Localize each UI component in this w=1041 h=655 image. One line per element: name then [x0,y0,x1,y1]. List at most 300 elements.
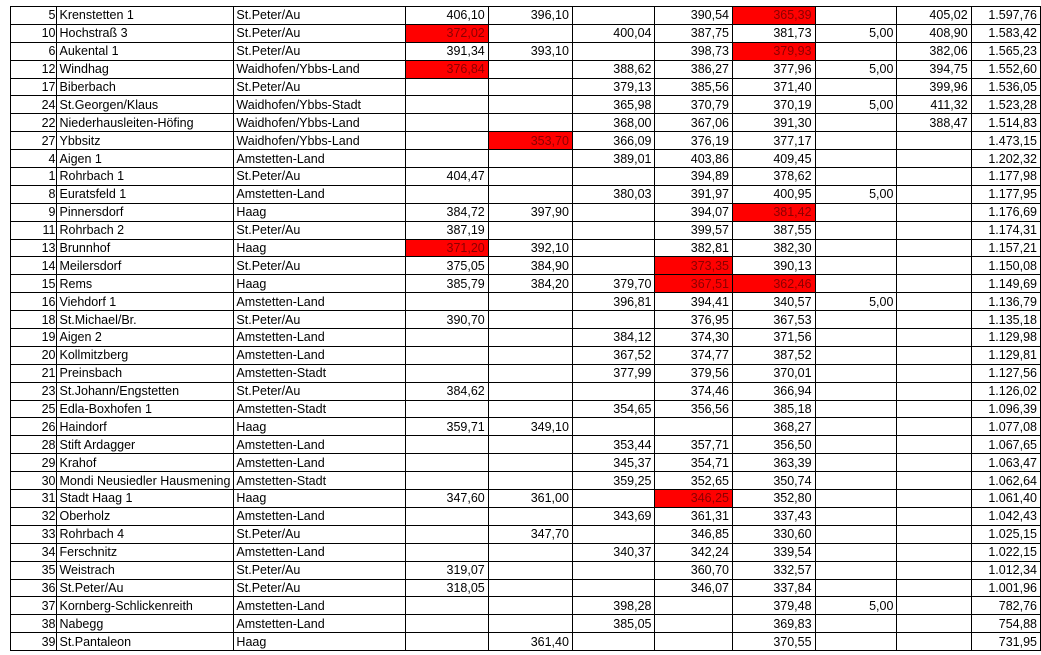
score-cell-5: 362,46 [733,275,816,293]
bonus-cell [815,561,897,579]
region-cell: St.Peter/Au [234,257,406,275]
team-name-cell: Rohrbach 4 [57,525,234,543]
region-cell: St.Peter/Au [234,382,406,400]
total-cell: 1.565,23 [971,42,1040,60]
team-name-cell: Preinsbach [57,364,234,382]
total-cell: 1.473,15 [971,132,1040,150]
region-cell: Amstetten-Land [234,615,406,633]
score-cell-4: 394,07 [655,203,733,221]
score-cell-3: 398,28 [572,597,655,615]
score-cell-6 [897,454,971,472]
score-cell-3 [572,239,655,257]
table-row [11,275,1041,293]
bonus-cell [815,382,897,400]
score-cell-3: 384,12 [572,329,655,347]
score-cell-5: 350,74 [733,472,816,490]
score-cell-2 [488,311,572,329]
total-cell: 1.067,65 [971,436,1040,454]
score-cell-2 [488,364,572,382]
score-cell-2 [488,543,572,561]
score-cell-3: 389,01 [572,150,655,168]
region-cell: Amstetten-Land [234,543,406,561]
score-cell-6 [897,490,971,508]
score-cell-4: 399,57 [655,221,733,239]
score-cell-4: 346,07 [655,579,733,597]
total-cell: 1.536,05 [971,78,1040,96]
score-cell-6: 405,02 [897,7,971,25]
region-cell: St.Peter/Au [234,24,406,42]
team-name-cell: Stift Ardagger [57,436,234,454]
score-cell-5: 370,19 [733,96,816,114]
score-cell-4 [655,615,733,633]
score-cell-4: 367,51 [655,275,733,293]
team-name-cell: Kornberg-Schlickenreith [57,597,234,615]
table-row [11,78,1041,96]
score-cell-1: 375,05 [406,257,489,275]
score-cell-1 [406,114,489,132]
table-row [11,168,1041,186]
score-cell-6 [897,418,971,436]
team-name-cell: Biberbach [57,78,234,96]
total-cell: 1.063,47 [971,454,1040,472]
total-cell: 1.129,81 [971,346,1040,364]
region-cell: St.Peter/Au [234,168,406,186]
bonus-cell [815,400,897,418]
score-cell-3: 359,25 [572,472,655,490]
score-cell-1: 391,34 [406,42,489,60]
region-cell: St.Peter/Au [234,579,406,597]
bonus-cell [815,168,897,186]
score-cell-6 [897,221,971,239]
score-cell-3: 353,44 [572,436,655,454]
table-row [11,472,1041,490]
score-cell-4: 403,86 [655,150,733,168]
rank-cell: 32 [11,507,57,525]
bonus-cell: 5,00 [815,597,897,615]
rank-cell: 19 [11,329,57,347]
score-cell-6 [897,275,971,293]
score-cell-4: 346,85 [655,525,733,543]
rank-cell: 25 [11,400,57,418]
score-cell-6 [897,364,971,382]
total-cell: 731,95 [971,633,1040,651]
score-cell-3 [572,7,655,25]
team-name-cell: Rohrbach 1 [57,168,234,186]
rank-cell: 33 [11,525,57,543]
score-cell-1 [406,293,489,311]
total-cell: 1.523,28 [971,96,1040,114]
score-cell-2 [488,400,572,418]
score-cell-2: 396,10 [488,7,572,25]
team-name-cell: St.Johann/Engstetten [57,382,234,400]
bonus-cell [815,346,897,364]
score-cell-1: 318,05 [406,579,489,597]
score-cell-1 [406,454,489,472]
score-cell-6 [897,257,971,275]
score-cell-1: 384,62 [406,382,489,400]
score-cell-2: 353,70 [488,132,572,150]
table-row [11,221,1041,239]
score-cell-4: 374,77 [655,346,733,364]
team-name-cell: Mondi Neusiedler Hausmening [57,472,234,490]
score-cell-1 [406,400,489,418]
region-cell: Amstetten-Land [234,150,406,168]
score-cell-5: 363,39 [733,454,816,472]
score-cell-1 [406,615,489,633]
table-row [11,597,1041,615]
rank-cell: 4 [11,150,57,168]
score-cell-3: 396,81 [572,293,655,311]
score-cell-1 [406,597,489,615]
score-cell-1 [406,543,489,561]
score-cell-6 [897,329,971,347]
region-cell: St.Peter/Au [234,525,406,543]
score-cell-6 [897,150,971,168]
table-row [11,132,1041,150]
score-cell-1 [406,78,489,96]
total-cell: 1.177,98 [971,168,1040,186]
score-cell-5: 370,01 [733,364,816,382]
bonus-cell: 5,00 [815,185,897,203]
team-name-cell: Stadt Haag 1 [57,490,234,508]
table-row [11,185,1041,203]
rank-cell: 22 [11,114,57,132]
total-cell: 1.149,69 [971,275,1040,293]
bonus-cell [815,275,897,293]
score-cell-1: 406,10 [406,7,489,25]
region-cell: Haag [234,490,406,508]
table-row [11,203,1041,221]
score-cell-3 [572,561,655,579]
score-cell-3: 368,00 [572,114,655,132]
bonus-cell [815,132,897,150]
region-cell: St.Peter/Au [234,311,406,329]
score-cell-1: 385,79 [406,275,489,293]
score-cell-6: 411,32 [897,96,971,114]
score-cell-6 [897,293,971,311]
score-cell-2 [488,454,572,472]
total-cell: 1.025,15 [971,525,1040,543]
team-name-cell: Krenstetten 1 [57,7,234,25]
total-cell: 1.096,39 [971,400,1040,418]
score-cell-2: 349,10 [488,418,572,436]
score-cell-2 [488,382,572,400]
bonus-cell [815,615,897,633]
score-cell-5: 356,50 [733,436,816,454]
bonus-cell [815,78,897,96]
score-cell-4 [655,633,733,651]
score-cell-1: 404,47 [406,168,489,186]
table-row [11,42,1041,60]
rank-cell: 20 [11,346,57,364]
score-cell-6 [897,615,971,633]
total-cell: 1.129,98 [971,329,1040,347]
total-cell: 1.135,18 [971,311,1040,329]
team-name-cell: Hochstraß 3 [57,24,234,42]
region-cell: Amstetten-Land [234,454,406,472]
score-cell-6: 399,96 [897,78,971,96]
bonus-cell [815,150,897,168]
score-cell-4: 391,97 [655,185,733,203]
table-row [11,615,1041,633]
score-cell-4: 356,56 [655,400,733,418]
score-cell-3 [572,257,655,275]
score-cell-6 [897,185,971,203]
score-cell-2: 347,70 [488,525,572,543]
score-cell-2 [488,168,572,186]
score-cell-4: 357,71 [655,436,733,454]
score-cell-5: 387,55 [733,221,816,239]
team-name-cell: Aukental 1 [57,42,234,60]
team-name-cell: Rems [57,275,234,293]
total-cell: 1.012,34 [971,561,1040,579]
score-cell-1: 384,72 [406,203,489,221]
score-cell-4: 367,06 [655,114,733,132]
score-cell-2 [488,615,572,633]
score-cell-5: 378,62 [733,168,816,186]
table-row [11,311,1041,329]
score-cell-4: 376,95 [655,311,733,329]
score-cell-3: 388,62 [572,60,655,78]
score-cell-1 [406,132,489,150]
bonus-cell [815,239,897,257]
team-name-cell: St.Pantaleon [57,633,234,651]
score-cell-1 [406,525,489,543]
score-cell-5: 330,60 [733,525,816,543]
team-name-cell: Aigen 2 [57,329,234,347]
bonus-cell [815,436,897,454]
score-cell-4: 360,70 [655,561,733,579]
table-row [11,382,1041,400]
score-cell-6 [897,239,971,257]
score-cell-2 [488,293,572,311]
table-row [11,507,1041,525]
score-cell-3 [572,579,655,597]
score-cell-4: 373,35 [655,257,733,275]
score-cell-5: 381,42 [733,203,816,221]
score-cell-3: 385,05 [572,615,655,633]
rank-cell: 6 [11,42,57,60]
total-cell: 1.001,96 [971,579,1040,597]
region-cell: Amstetten-Land [234,507,406,525]
score-cell-3: 366,09 [572,132,655,150]
score-cell-4: 387,75 [655,24,733,42]
rank-cell: 14 [11,257,57,275]
rank-cell: 38 [11,615,57,633]
score-cell-2 [488,579,572,597]
rank-cell: 28 [11,436,57,454]
score-cell-3: 343,69 [572,507,655,525]
region-cell: Amstetten-Land [234,436,406,454]
score-cell-3 [572,311,655,329]
score-cell-1: 372,02 [406,24,489,42]
table-row [11,633,1041,651]
score-cell-4: 376,19 [655,132,733,150]
team-name-cell: Edla-Boxhofen 1 [57,400,234,418]
region-cell: St.Peter/Au [234,561,406,579]
score-cell-4 [655,597,733,615]
rank-cell: 37 [11,597,57,615]
region-cell: Amstetten-Land [234,346,406,364]
score-cell-3: 380,03 [572,185,655,203]
rank-cell: 23 [11,382,57,400]
score-cell-2: 393,10 [488,42,572,60]
rank-cell: 13 [11,239,57,257]
score-cell-5: 381,73 [733,24,816,42]
team-name-cell: St.Georgen/Klaus [57,96,234,114]
bonus-cell [815,221,897,239]
score-cell-2: 392,10 [488,239,572,257]
score-cell-5: 337,84 [733,579,816,597]
bonus-cell: 5,00 [815,293,897,311]
total-cell: 1.176,69 [971,203,1040,221]
score-cell-3: 340,37 [572,543,655,561]
score-cell-5: 371,56 [733,329,816,347]
score-cell-2 [488,96,572,114]
rank-cell: 15 [11,275,57,293]
score-cell-6 [897,633,971,651]
total-cell: 1.202,32 [971,150,1040,168]
table-row [11,525,1041,543]
score-cell-5: 368,27 [733,418,816,436]
total-cell: 1.150,08 [971,257,1040,275]
rank-cell: 30 [11,472,57,490]
score-cell-2: 397,90 [488,203,572,221]
score-cell-6: 382,06 [897,42,971,60]
score-cell-5: 339,54 [733,543,816,561]
total-cell: 1.127,56 [971,364,1040,382]
team-name-cell: Pinnersdorf [57,203,234,221]
table-row [11,60,1041,78]
score-cell-6 [897,507,971,525]
total-cell: 1.552,60 [971,60,1040,78]
score-cell-6: 394,75 [897,60,971,78]
table-row [11,329,1041,347]
rank-cell: 36 [11,579,57,597]
region-cell: St.Peter/Au [234,78,406,96]
score-cell-4: 394,41 [655,293,733,311]
score-cell-5: 379,93 [733,42,816,60]
score-cell-1: 371,20 [406,239,489,257]
rank-cell: 35 [11,561,57,579]
team-name-cell: Ferschnitz [57,543,234,561]
score-cell-1 [406,436,489,454]
score-cell-6 [897,472,971,490]
score-cell-1 [406,507,489,525]
score-cell-6 [897,561,971,579]
region-cell: Haag [234,418,406,436]
score-cell-4 [655,418,733,436]
score-cell-4: 390,54 [655,7,733,25]
score-cell-6 [897,436,971,454]
score-cell-5: 387,52 [733,346,816,364]
team-name-cell: Kollmitzberg [57,346,234,364]
score-cell-2 [488,78,572,96]
score-cell-2 [488,150,572,168]
score-cell-3 [572,221,655,239]
table-row [11,293,1041,311]
score-cell-6 [897,597,971,615]
rank-cell: 21 [11,364,57,382]
rank-cell: 16 [11,293,57,311]
score-cell-3 [572,633,655,651]
rank-cell: 8 [11,185,57,203]
score-cell-1 [406,329,489,347]
score-cell-5: 400,95 [733,185,816,203]
score-cell-4: 361,31 [655,507,733,525]
score-cell-5: 352,80 [733,490,816,508]
table-row [11,561,1041,579]
total-cell: 1.042,43 [971,507,1040,525]
table-row [11,436,1041,454]
score-cell-2 [488,507,572,525]
team-name-cell: Niederhausleiten-Höfing [57,114,234,132]
region-cell: St.Peter/Au [234,221,406,239]
bonus-cell: 5,00 [815,96,897,114]
score-cell-1: 319,07 [406,561,489,579]
bonus-cell [815,507,897,525]
region-cell: Amstetten-Land [234,329,406,347]
score-cell-3 [572,203,655,221]
score-cell-5: 379,48 [733,597,816,615]
score-cell-5: 390,13 [733,257,816,275]
score-cell-6: 388,47 [897,114,971,132]
score-cell-5: 366,94 [733,382,816,400]
rank-cell: 39 [11,633,57,651]
score-cell-1 [406,364,489,382]
region-cell: Haag [234,633,406,651]
region-cell: Amstetten-Land [234,597,406,615]
score-cell-6 [897,311,971,329]
region-cell: Amstetten-Land [234,293,406,311]
score-cell-1: 347,60 [406,490,489,508]
table-row [11,543,1041,561]
score-cell-6 [897,203,971,221]
total-cell: 1.062,64 [971,472,1040,490]
bonus-cell [815,257,897,275]
rank-cell: 5 [11,7,57,25]
score-cell-1: 359,71 [406,418,489,436]
team-name-cell: St.Peter/Au [57,579,234,597]
table-row [11,257,1041,275]
team-name-cell: Windhag [57,60,234,78]
score-cell-2 [488,185,572,203]
bonus-cell [815,490,897,508]
total-cell: 1.157,21 [971,239,1040,257]
score-cell-5: 332,57 [733,561,816,579]
rank-cell: 31 [11,490,57,508]
bonus-cell [815,472,897,490]
score-cell-6 [897,382,971,400]
bonus-cell [815,525,897,543]
rank-cell: 1 [11,168,57,186]
score-cell-5: 365,39 [733,7,816,25]
score-cell-2 [488,346,572,364]
score-cell-5: 409,45 [733,150,816,168]
score-cell-4: 374,46 [655,382,733,400]
score-cell-6 [897,543,971,561]
score-cell-2 [488,472,572,490]
rank-cell: 9 [11,203,57,221]
team-name-cell: Weistrach [57,561,234,579]
bonus-cell [815,329,897,347]
total-cell: 1.177,95 [971,185,1040,203]
region-cell: Haag [234,275,406,293]
table-row [11,579,1041,597]
total-cell: 1.022,15 [971,543,1040,561]
score-cell-6 [897,168,971,186]
score-cell-4: 385,56 [655,78,733,96]
